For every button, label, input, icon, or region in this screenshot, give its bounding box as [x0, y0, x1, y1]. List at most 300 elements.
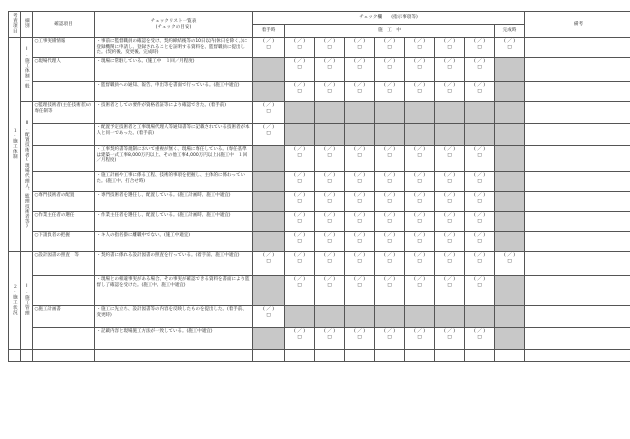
- checkbox-icon[interactable]: □: [297, 44, 302, 50]
- checkbox-icon[interactable]: □: [417, 198, 422, 204]
- check-cell-start[interactable]: [253, 306, 285, 328]
- checkbox-icon[interactable]: □: [297, 334, 302, 340]
- slash-mark: ( ／ ): [473, 173, 486, 179]
- checklist-text-cell: ・記載内容と現場施工方法が一致している。(施工中適宜): [95, 328, 253, 350]
- checkbox-icon[interactable]: □: [357, 218, 362, 224]
- slash-mark: ( ／ ): [413, 277, 426, 283]
- slash-mark: ( ／ ): [413, 213, 426, 219]
- check-cell-start: [253, 276, 285, 306]
- checkbox-icon[interactable]: □: [447, 238, 452, 244]
- checkbox-icon[interactable]: □: [266, 44, 271, 50]
- slash-mark: ( ／ ): [473, 147, 486, 153]
- check-cell-complete: [495, 232, 525, 252]
- slash-mark: ( ／ ): [293, 253, 306, 259]
- check-cell-during[interactable]: [375, 58, 405, 82]
- slash-mark: ( ／ ): [413, 193, 426, 199]
- remarks-cell[interactable]: [525, 192, 630, 212]
- remarks-cell[interactable]: [525, 232, 630, 252]
- check-cell-start: [253, 82, 285, 102]
- slash-mark: ( ／ ): [443, 213, 456, 219]
- remarks-cell[interactable]: [525, 276, 630, 306]
- checkbox-icon[interactable]: □: [477, 282, 482, 288]
- checkbox-icon[interactable]: □: [297, 64, 302, 70]
- checkbox-icon[interactable]: □: [447, 198, 452, 204]
- slash-mark: ( ／ ): [262, 307, 275, 313]
- check-cell-during[interactable]: [285, 58, 315, 82]
- col-item-header: 考査項目: [9, 12, 21, 38]
- check-cell-during[interactable]: [405, 172, 435, 192]
- checkbox-icon[interactable]: □: [447, 334, 452, 340]
- checkbox-icon[interactable]: □: [297, 88, 302, 94]
- check-cell-during[interactable]: [375, 192, 405, 212]
- slash-mark: ( ／ ): [293, 277, 306, 283]
- col-complete-header: 完成時: [495, 25, 525, 38]
- check-cell-start[interactable]: [253, 252, 285, 276]
- check-cell-during: [315, 306, 345, 328]
- check-cell-during[interactable]: [285, 38, 315, 58]
- slash-mark: ( ／ ): [413, 329, 426, 335]
- check-cell-during[interactable]: [375, 172, 405, 192]
- check-cell-during: [375, 306, 405, 328]
- checkbox-icon[interactable]: □: [387, 282, 392, 288]
- check-cell-during: [285, 102, 315, 124]
- slash-mark: ( ／ ): [443, 147, 456, 153]
- checkbox-icon[interactable]: □: [357, 334, 362, 340]
- checkbox-icon[interactable]: □: [266, 258, 271, 264]
- check-cell-during[interactable]: [375, 276, 405, 306]
- checkbox-icon[interactable]: □: [447, 44, 452, 50]
- checkbox-icon[interactable]: □: [327, 198, 332, 204]
- check-cell-during[interactable]: [465, 192, 495, 212]
- checkbox-icon[interactable]: □: [447, 258, 452, 264]
- check-cell-during[interactable]: [465, 172, 495, 192]
- check-cell-during[interactable]: [315, 252, 345, 276]
- check-cell-during[interactable]: [405, 58, 435, 82]
- check-cell-during[interactable]: [465, 232, 495, 252]
- slash-mark: ( ／ ): [383, 83, 396, 89]
- slash-mark: ( ／ ): [443, 59, 456, 65]
- remarks-cell[interactable]: [525, 146, 630, 172]
- check-cell-start: [253, 232, 285, 252]
- check-cell-during[interactable]: [345, 232, 375, 252]
- table-row: [9, 82, 630, 102]
- checklist-text-cell: ・監督職員への通知、報告、申出等を書面で行っている。(施工中適宜): [95, 82, 253, 102]
- check-cell-during[interactable]: [435, 82, 465, 102]
- checklist-text-cell: ・事前に監督職員の確認を受け、契約締結後等の10日以内(休日を除く。)に登録機関に申請し、登録されることを証明する資料を、監督職員に提出した。(契約後、変更後、完成時): [95, 38, 253, 58]
- check-cell-during[interactable]: [285, 192, 315, 212]
- slash-mark: ( ／ ): [443, 277, 456, 283]
- checkbox-icon[interactable]: □: [477, 44, 482, 50]
- checklist-text-cell: ・専門技術者を選任し、配置している。(施工計画時、施工中適宜): [95, 192, 253, 212]
- check-cell-during: [375, 102, 405, 124]
- slash-mark: ( ／ ): [443, 39, 456, 45]
- slash-mark: ( ／ ): [323, 233, 336, 239]
- checkbox-icon[interactable]: □: [417, 218, 422, 224]
- confirm-item-cell: [33, 172, 95, 192]
- check-cell-complete: [495, 172, 525, 192]
- check-cell-during[interactable]: [315, 146, 345, 172]
- checkbox-icon[interactable]: □: [266, 312, 271, 318]
- remarks-cell[interactable]: [525, 172, 630, 192]
- check-cell-during: [315, 124, 345, 146]
- slash-mark: ( ／ ): [323, 83, 336, 89]
- checkbox-icon[interactable]: □: [297, 198, 302, 204]
- remarks-cell[interactable]: [525, 38, 630, 58]
- checkbox-icon[interactable]: □: [327, 258, 332, 264]
- checklist-text-cell: ・作業主任者を選任し、配置している。(施工計画時、施工中適宜): [95, 212, 253, 232]
- checkbox-icon[interactable]: □: [297, 178, 302, 184]
- checkbox-icon[interactable]: □: [477, 152, 482, 158]
- remarks-cell[interactable]: [525, 328, 630, 350]
- checkbox-icon[interactable]: □: [477, 238, 482, 244]
- check-cell-complete: [495, 58, 525, 82]
- checkbox-icon[interactable]: □: [387, 44, 392, 50]
- checkbox-icon[interactable]: □: [387, 258, 392, 264]
- check-cell-during[interactable]: [375, 146, 405, 172]
- checklist-text-cell: ・工事契約書等規制において重複が無く、現場に専任している。(専任基準は建築一式工事8,000万円以上、その他工事4,000万円以上)(施工中 １回／月程度): [95, 146, 253, 172]
- check-cell-during: [465, 306, 495, 328]
- col-remarks-header: 備考: [525, 12, 630, 38]
- remarks-cell[interactable]: [525, 58, 630, 82]
- checkbox-icon[interactable]: □: [477, 64, 482, 70]
- check-cell-during[interactable]: [315, 172, 345, 192]
- check-cell-during[interactable]: [315, 276, 345, 306]
- slash-mark: ( ／ ): [353, 329, 366, 335]
- check-cell-during[interactable]: [465, 252, 495, 276]
- checklist-text-cell: ・施工に先立ち、設計図書等の内容を反映したものを提出した。(着手前、変更時): [95, 306, 253, 328]
- check-cell-during[interactable]: [435, 172, 465, 192]
- checkbox-icon[interactable]: □: [417, 178, 422, 184]
- check-cell-during[interactable]: [285, 328, 315, 350]
- check-cell-during[interactable]: [405, 252, 435, 276]
- check-cell-during[interactable]: [285, 276, 315, 306]
- check-cell-during: [435, 102, 465, 124]
- table-row: [9, 146, 630, 172]
- check-cell-during[interactable]: [435, 276, 465, 306]
- confirm-item-cell: ○工事実績情報: [33, 38, 95, 58]
- check-cell-complete: [495, 146, 525, 172]
- check-cell-complete: [495, 102, 525, 124]
- slash-mark: ( ／ ): [383, 213, 396, 219]
- table-row: [9, 212, 630, 232]
- check-cell-during[interactable]: [435, 146, 465, 172]
- check-cell-during[interactable]: [375, 252, 405, 276]
- table-row: [9, 276, 630, 306]
- checkbox-icon[interactable]: □: [507, 258, 512, 264]
- slash-mark: ( ／ ): [413, 83, 426, 89]
- checkbox-icon[interactable]: □: [477, 218, 482, 224]
- checkbox-icon[interactable]: □: [387, 334, 392, 340]
- check-cell-during[interactable]: [285, 252, 315, 276]
- checkbox-icon[interactable]: □: [327, 238, 332, 244]
- checkbox-icon[interactable]: □: [297, 238, 302, 244]
- slash-mark: ( ／ ): [323, 213, 336, 219]
- check-cell-during[interactable]: [315, 232, 345, 252]
- checkbox-icon[interactable]: □: [447, 218, 452, 224]
- confirm-item-cell: ○下請負者の把握: [33, 232, 95, 252]
- check-cell-during: [465, 102, 495, 124]
- checkbox-icon[interactable]: □: [417, 88, 422, 94]
- empty-cell: [495, 350, 525, 362]
- check-cell-complete: [495, 212, 525, 232]
- check-cell-start: [253, 192, 285, 212]
- check-cell-during[interactable]: [345, 328, 375, 350]
- confirm-item-cell: ○現場代理人: [33, 58, 95, 82]
- checkbox-icon[interactable]: □: [477, 258, 482, 264]
- remarks-cell[interactable]: [525, 252, 630, 276]
- table-row: [9, 232, 630, 252]
- slash-mark: ( ／ ): [293, 193, 306, 199]
- check-cell-start: [253, 328, 285, 350]
- check-cell-during[interactable]: [345, 252, 375, 276]
- checkbox-icon[interactable]: □: [387, 238, 392, 244]
- checkbox-icon[interactable]: □: [327, 218, 332, 224]
- check-cell-during[interactable]: [405, 232, 435, 252]
- check-cell-during: [345, 102, 375, 124]
- checkbox-icon[interactable]: □: [447, 282, 452, 288]
- slash-mark: ( ／ ): [473, 253, 486, 259]
- col-check-header: チェック欄 (指示事項等): [253, 12, 525, 25]
- check-cell-during[interactable]: [405, 212, 435, 232]
- slash-mark: ( ／ ): [443, 253, 456, 259]
- checkbox-icon[interactable]: □: [417, 238, 422, 244]
- check-cell-during[interactable]: [345, 212, 375, 232]
- empty-cell: [435, 350, 465, 362]
- check-cell-during[interactable]: [435, 192, 465, 212]
- checkbox-icon[interactable]: □: [266, 108, 271, 114]
- empty-cell: [525, 350, 630, 362]
- checkbox-icon[interactable]: □: [387, 88, 392, 94]
- slash-mark: ( ／ ): [293, 39, 306, 45]
- checkbox-icon[interactable]: □: [507, 44, 512, 50]
- slash-mark: ( ／ ): [323, 193, 336, 199]
- checkbox-icon[interactable]: □: [297, 152, 302, 158]
- check-cell-start: [253, 172, 285, 192]
- checkbox-icon[interactable]: □: [417, 334, 422, 340]
- check-cell-during[interactable]: [345, 82, 375, 102]
- check-cell-during[interactable]: [435, 212, 465, 232]
- check-cell-during[interactable]: [375, 82, 405, 102]
- check-cell-complete: [495, 328, 525, 350]
- checkbox-icon[interactable]: □: [357, 198, 362, 204]
- check-cell-during[interactable]: [405, 82, 435, 102]
- confirm-item-cell: ○施工計画書: [33, 306, 95, 328]
- slash-mark: ( ／ ): [383, 39, 396, 45]
- checkbox-icon[interactable]: □: [327, 152, 332, 158]
- checkbox-icon[interactable]: □: [447, 64, 452, 70]
- check-cell-during[interactable]: [435, 252, 465, 276]
- checklist-text-cell: ・施工計画や工事に係る工程、技術的事項を把握し、主体的に係わっていた。(施工中、打合せ時): [95, 172, 253, 192]
- remarks-cell[interactable]: [525, 82, 630, 102]
- table-row: [9, 192, 630, 212]
- check-cell-during[interactable]: [465, 82, 495, 102]
- check-cell-during: [375, 124, 405, 146]
- slash-mark: ( ／ ): [473, 329, 486, 335]
- checkbox-icon[interactable]: □: [417, 282, 422, 288]
- check-cell-during[interactable]: [465, 212, 495, 232]
- check-cell-during[interactable]: [465, 58, 495, 82]
- checkbox-icon[interactable]: □: [387, 198, 392, 204]
- checkbox-icon[interactable]: □: [297, 282, 302, 288]
- checklist-text-cell: ・キ人の指名掛に離職中でない。(施工中適宜): [95, 232, 253, 252]
- check-cell-during[interactable]: [315, 38, 345, 58]
- confirm-item-cell: [33, 124, 95, 146]
- check-cell-during[interactable]: [285, 172, 315, 192]
- slash-mark: ( ／ ): [323, 147, 336, 153]
- check-cell-during[interactable]: [465, 146, 495, 172]
- check-cell-during[interactable]: [465, 328, 495, 350]
- check-cell-during[interactable]: [375, 328, 405, 350]
- table-row: [9, 172, 630, 192]
- check-cell-during[interactable]: [315, 82, 345, 102]
- checkbox-icon[interactable]: □: [297, 218, 302, 224]
- checkbox-icon[interactable]: □: [477, 178, 482, 184]
- check-cell-complete: [495, 82, 525, 102]
- check-cell-during[interactable]: [435, 38, 465, 58]
- check-cell-complete[interactable]: [495, 252, 525, 276]
- checkbox-icon[interactable]: □: [327, 334, 332, 340]
- confirm-item-cell: [33, 328, 95, 350]
- slash-mark: ( ／ ): [443, 173, 456, 179]
- checkbox-icon[interactable]: □: [327, 282, 332, 288]
- check-cell-during[interactable]: [435, 232, 465, 252]
- checkbox-icon[interactable]: □: [266, 130, 271, 136]
- check-cell-during[interactable]: [465, 38, 495, 58]
- confirm-item-cell: ○専門技術者の配置: [33, 192, 95, 212]
- slash-mark: ( ／ ): [293, 329, 306, 335]
- check-cell-during[interactable]: [285, 232, 315, 252]
- check-cell-during[interactable]: [285, 82, 315, 102]
- checkbox-icon[interactable]: □: [417, 258, 422, 264]
- checkbox-icon[interactable]: □: [357, 258, 362, 264]
- checkbox-icon[interactable]: □: [327, 44, 332, 50]
- check-cell-during[interactable]: [405, 38, 435, 58]
- remarks-cell[interactable]: [525, 124, 630, 146]
- check-cell-start[interactable]: [253, 38, 285, 58]
- slash-mark: ( ／ ): [383, 277, 396, 283]
- col-detail-header: 細別: [21, 12, 33, 38]
- remarks-cell[interactable]: [525, 102, 630, 124]
- check-cell-during[interactable]: [405, 146, 435, 172]
- check-cell-during[interactable]: [375, 232, 405, 252]
- checkbox-icon[interactable]: □: [387, 64, 392, 70]
- check-cell-during[interactable]: [345, 146, 375, 172]
- check-cell-during[interactable]: [315, 58, 345, 82]
- empty-cell: [465, 350, 495, 362]
- check-cell-during[interactable]: [285, 146, 315, 172]
- checkbox-icon[interactable]: □: [357, 282, 362, 288]
- check-cell-during[interactable]: [435, 328, 465, 350]
- slash-mark: ( ／ ): [262, 253, 275, 259]
- checkbox-icon[interactable]: □: [327, 64, 332, 70]
- check-cell-during: [465, 124, 495, 146]
- checkbox-icon[interactable]: □: [477, 88, 482, 94]
- checkbox-icon[interactable]: □: [387, 152, 392, 158]
- slash-mark: ( ／ ): [293, 83, 306, 89]
- empty-row: [9, 350, 630, 362]
- check-cell-start[interactable]: [253, 124, 285, 146]
- slash-mark: ( ／ ): [323, 39, 336, 45]
- check-cell-start[interactable]: [253, 102, 285, 124]
- checkbox-icon[interactable]: □: [447, 178, 452, 184]
- checkbox-icon[interactable]: □: [327, 88, 332, 94]
- checkbox-icon[interactable]: □: [477, 198, 482, 204]
- empty-cell: [9, 350, 21, 362]
- remarks-cell[interactable]: [525, 212, 630, 232]
- slash-mark: ( ／ ): [383, 233, 396, 239]
- check-cell-complete[interactable]: [495, 38, 525, 58]
- checkbox-icon[interactable]: □: [357, 64, 362, 70]
- checkbox-icon[interactable]: □: [357, 44, 362, 50]
- checkbox-icon[interactable]: □: [447, 152, 452, 158]
- check-cell-during[interactable]: [405, 192, 435, 212]
- slash-mark: ( ／ ): [383, 329, 396, 335]
- checkbox-icon[interactable]: □: [357, 88, 362, 94]
- check-cell-during[interactable]: [435, 58, 465, 82]
- checkbox-icon[interactable]: □: [417, 44, 422, 50]
- checkbox-icon[interactable]: □: [357, 178, 362, 184]
- check-cell-during[interactable]: [345, 172, 375, 192]
- slash-mark: ( ／ ): [413, 39, 426, 45]
- col-checklist-header: チェックリスト一覧表 (チェックの目安): [95, 12, 253, 38]
- checkbox-icon[interactable]: □: [357, 238, 362, 244]
- slash-mark: ( ／ ): [473, 83, 486, 89]
- check-cell-during[interactable]: [345, 192, 375, 212]
- check-cell-during[interactable]: [465, 276, 495, 306]
- checkbox-icon[interactable]: □: [387, 218, 392, 224]
- slash-mark: ( ／ ): [443, 83, 456, 89]
- check-cell-during[interactable]: [405, 276, 435, 306]
- checkbox-icon[interactable]: □: [477, 334, 482, 340]
- col-confirm-header: 確認項目: [33, 12, 95, 38]
- check-cell-during[interactable]: [315, 212, 345, 232]
- checkbox-icon[interactable]: □: [387, 178, 392, 184]
- slash-mark: ( ／ ): [293, 59, 306, 65]
- check-cell-during: [405, 306, 435, 328]
- remarks-cell[interactable]: [525, 306, 630, 328]
- check-cell-during[interactable]: [375, 212, 405, 232]
- table-row: [9, 252, 630, 276]
- checkbox-icon[interactable]: □: [417, 64, 422, 70]
- slash-mark: ( ／ ): [323, 329, 336, 335]
- check-cell-during[interactable]: [345, 58, 375, 82]
- check-cell-during: [285, 306, 315, 328]
- checklist-text-cell: ・現場との相違事実がある場合、その事実が確認できる資料を書面により監督し了確認を受けた。(施工中、施工中適宜): [95, 276, 253, 306]
- check-cell-during[interactable]: [345, 38, 375, 58]
- table-row: [9, 102, 630, 124]
- checkbox-icon[interactable]: □: [327, 178, 332, 184]
- checkbox-icon[interactable]: □: [297, 258, 302, 264]
- checkbox-icon[interactable]: □: [447, 88, 452, 94]
- slash-mark: ( ／ ): [323, 173, 336, 179]
- group-detail-cell: Ⅱ.配置技術者(現場代理人、監理技術者等): [21, 102, 33, 252]
- empty-cell: [253, 350, 285, 362]
- slash-mark: ( ／ ): [473, 193, 486, 199]
- checkbox-icon[interactable]: □: [357, 152, 362, 158]
- check-cell-during[interactable]: [315, 192, 345, 212]
- slash-mark: ( ／ ): [383, 193, 396, 199]
- slash-mark: ( ／ ): [293, 173, 306, 179]
- checkbox-icon[interactable]: □: [417, 152, 422, 158]
- check-cell-during[interactable]: [285, 212, 315, 232]
- check-cell-during[interactable]: [375, 38, 405, 58]
- slash-mark: ( ／ ): [473, 213, 486, 219]
- check-cell-during[interactable]: [345, 276, 375, 306]
- slash-mark: ( ／ ): [443, 233, 456, 239]
- check-cell-during[interactable]: [405, 328, 435, 350]
- check-cell-during[interactable]: [315, 328, 345, 350]
- slash-mark: ( ／ ): [323, 59, 336, 65]
